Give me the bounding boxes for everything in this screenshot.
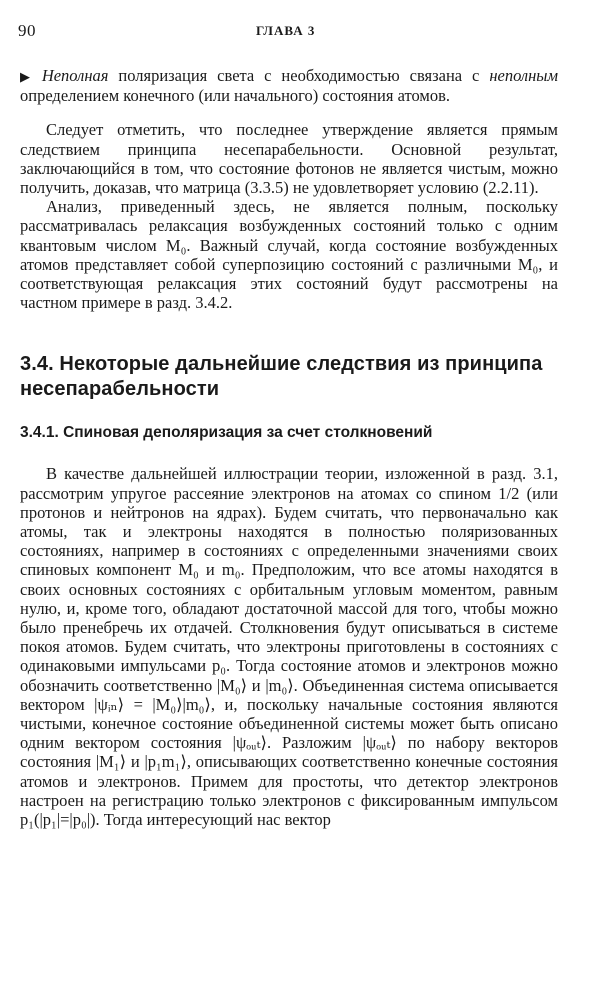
body-paragraph: В качестве дальнейшей иллюстрации теории, изложенной в разд. 3.1, рассмотрим упругое рассеяние электронов на атомах со спином 1/2 (или протонов и нейтронов на ядрах). Будем считать, что первоначально как атомы, так и электроны находятся в полностью поляризованных состояниях, например в состояниях с определенными значениями своих спиновых компонент M₀ и m₀. Предположим, что все атомы находятся в своих основных состояниях с орбитальным угловым моментом, равным нулю, и, кроме того, обладают достаточной массой для того, чтобы можно было пренебречь их отдачей. Столкновения будут описываться в системе покоя атомов. Будем считать, что электроны приготовлены в состояниях с одинаковыми импульсами p₀. Тогда состояние атомов и электронов можно обозначить соответственно |M₀⟩ и |m₀⟩. Объединенная система описывается вектором |ψᵢₙ⟩ = |M₀⟩|m₀⟩, и, поскольку начальные состояния являются чистыми, конечное состояние объединенной системы может быть описано одним вектором состояния |ψₒᵤₜ⟩. Разложим |ψₒᵤₜ⟩ по набору векторов состояния |M₁⟩ и |p₁m₁⟩, описывающих соответственно конечные состояния атомов и электронов. Примем для простоты, что детектор электронов настроен на регистрацию только электронов с фиксированным импульсом p₁(|p₁|=|p₀|). Тогда интересующий нас вектор bbox=[20, 464, 558, 830]
emphasis-word-2: неполным bbox=[489, 66, 559, 85]
emphasis-word-1: Неполная bbox=[41, 66, 109, 85]
paragraph-text-2: определением конечного (или начального) состояния атомов. bbox=[20, 86, 451, 106]
paragraph-nonseparability: Следует отметить, что последнее утверждение является прямым следствием принципа несепарабельности. Основной результат, заключающийся в том, что состояние фотонов не является чистым, можно получить, доказав, что матрица (3.3.5) не удовлетворяет условию (2.2.11). bbox=[20, 120, 558, 198]
running-header: ГЛАВА 3 bbox=[256, 23, 316, 38]
page-content bbox=[20, 66, 558, 829]
page-number: 90 bbox=[18, 21, 36, 40]
paragraph-text-1: поляризация света с необходимостью связана с bbox=[108, 66, 490, 85]
paragraph-analysis: Анализ, приведенный здесь, не является полным, поскольку рассматривалась релаксация возбужденных состояний только с одним квантовым числом M₀. Важный случай, когда состояние возбужденных атомов представляет собой суперпозицию состояний с различными M₀, и соответствующая релаксация этих состояний будут рассмотрены на частном примере в разд. 3.4.2. bbox=[20, 197, 558, 313]
subsection-heading: 3.4.1. Спиновая деполяризация за счет столкновений bbox=[20, 424, 433, 442]
section-heading: 3.4. Некоторые дальнейшие следствия из принципа несепарабельности bbox=[20, 353, 543, 401]
paragraph-incomplete-polarization bbox=[20, 66, 558, 105]
triangle-marker-icon: ▶ bbox=[20, 69, 36, 84]
